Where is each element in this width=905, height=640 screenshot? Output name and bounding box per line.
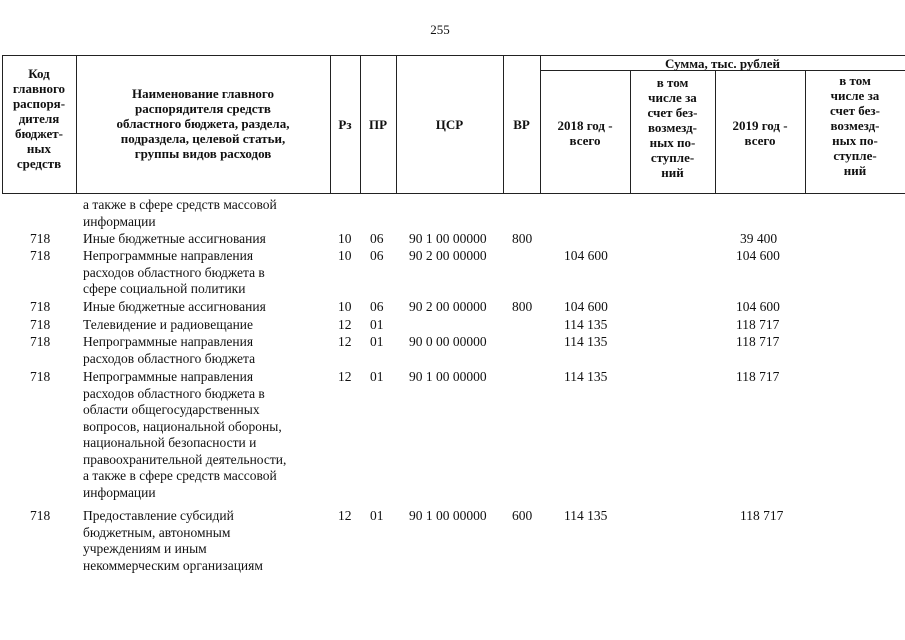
row-csr: 90 1 00 00000: [409, 231, 487, 246]
row-name: Непрограммные направления расходов областного бюджета: [83, 334, 256, 366]
header-rz: Рз: [338, 117, 352, 132]
row-pr: 01: [370, 508, 384, 523]
row-name: Предоставление субсидий бюджетным, автономным учреждениям и иным некоммерческим организациям: [83, 508, 263, 573]
header-csr: ЦСР: [435, 117, 464, 132]
row-rz: 12: [338, 508, 352, 523]
row-pr: 01: [370, 317, 384, 332]
header-kod: Код главного распоря- дителя бюджет- ных средств: [12, 66, 66, 171]
row-csr: 90 2 00 00000: [409, 299, 487, 314]
row-csr: 90 2 00 00000: [409, 248, 487, 263]
row-sum-2018: 114 135: [564, 508, 608, 523]
row-rz: 10: [338, 299, 352, 314]
header-vtom-2019: в том числе за счет без- возмезд- ных по- ступле- ний: [830, 73, 880, 178]
row-kod: 718: [30, 231, 51, 246]
row-sum-2018: 114 135: [564, 334, 608, 349]
row-kod: 718: [30, 508, 51, 523]
row-sum-2018: 104 600: [564, 299, 608, 314]
page-number: 255: [430, 22, 450, 37]
row-kod: 718: [30, 334, 51, 349]
header-2018: 2018 год - всего: [557, 118, 613, 148]
row-vr: 800: [512, 231, 533, 246]
row-sum-2019: 118 717: [740, 508, 784, 523]
header-vtom-2018: в том числе за счет без- возмезд- ных по- ступле- ний: [647, 75, 698, 180]
row-csr: 90 0 00 00000: [409, 334, 487, 349]
row-pr: 06: [370, 248, 384, 263]
row-sum-2018: 114 135: [564, 317, 608, 332]
row-name: Иные бюджетные ассигнования: [83, 231, 266, 246]
row-sum-2019: 118 717: [736, 317, 780, 332]
row-kod: 718: [30, 317, 51, 332]
row-kod: 718: [30, 299, 51, 314]
header-2019: 2019 год - всего: [732, 118, 788, 148]
row-csr: 90 1 00 00000: [409, 369, 487, 384]
row-name: Непрограммные направления расходов областного бюджета в области общегосударственных вопросов, национальной обороны, национальной безопасности и правоохранительной деятельности, а также в сфере средств массовой информации: [83, 369, 287, 500]
row-rz: 12: [338, 317, 352, 332]
row-sum-2018: 104 600: [564, 248, 608, 263]
row-name: а также в сфере средств массовой информации: [83, 197, 277, 229]
row-sum-2018: 114 135: [564, 369, 608, 384]
row-name: Иные бюджетные ассигнования: [83, 299, 266, 314]
row-pr: 06: [370, 231, 384, 246]
header-summa: Сумма, тыс. рублей: [665, 56, 780, 71]
row-pr: 01: [370, 369, 384, 384]
row-csr: 90 1 00 00000: [409, 508, 487, 523]
row-vr: 800: [512, 299, 533, 314]
row-rz: 10: [338, 248, 352, 263]
row-kod: 718: [30, 248, 51, 263]
row-rz: 12: [338, 334, 352, 349]
row-sum-2019: 118 717: [736, 369, 780, 384]
row-sum-2019: 39 400: [740, 231, 778, 246]
row-sum-2019: 104 600: [736, 299, 780, 314]
row-pr: 01: [370, 334, 384, 349]
header-naimenovanie: Наименование главного распорядителя средств областного бюджета, раздела, подраздела, целевой статьи, группы видов расходов: [116, 86, 290, 161]
row-sum-2019: 118 717: [736, 334, 780, 349]
row-kod: 718: [30, 369, 51, 384]
header-vr: ВР: [513, 117, 530, 132]
row-rz: 10: [338, 231, 352, 246]
row-vr: 600: [512, 508, 533, 523]
row-pr: 06: [370, 299, 384, 314]
row-sum-2019: 104 600: [736, 248, 780, 263]
table-header-bottom-border: [2, 193, 905, 194]
header-pr: ПР: [368, 117, 388, 132]
row-rz: 12: [338, 369, 352, 384]
row-name: Телевидение и радиовещание: [83, 317, 254, 332]
row-name: Непрограммные направления расходов областного бюджета в сфере социальной политики: [83, 248, 265, 296]
